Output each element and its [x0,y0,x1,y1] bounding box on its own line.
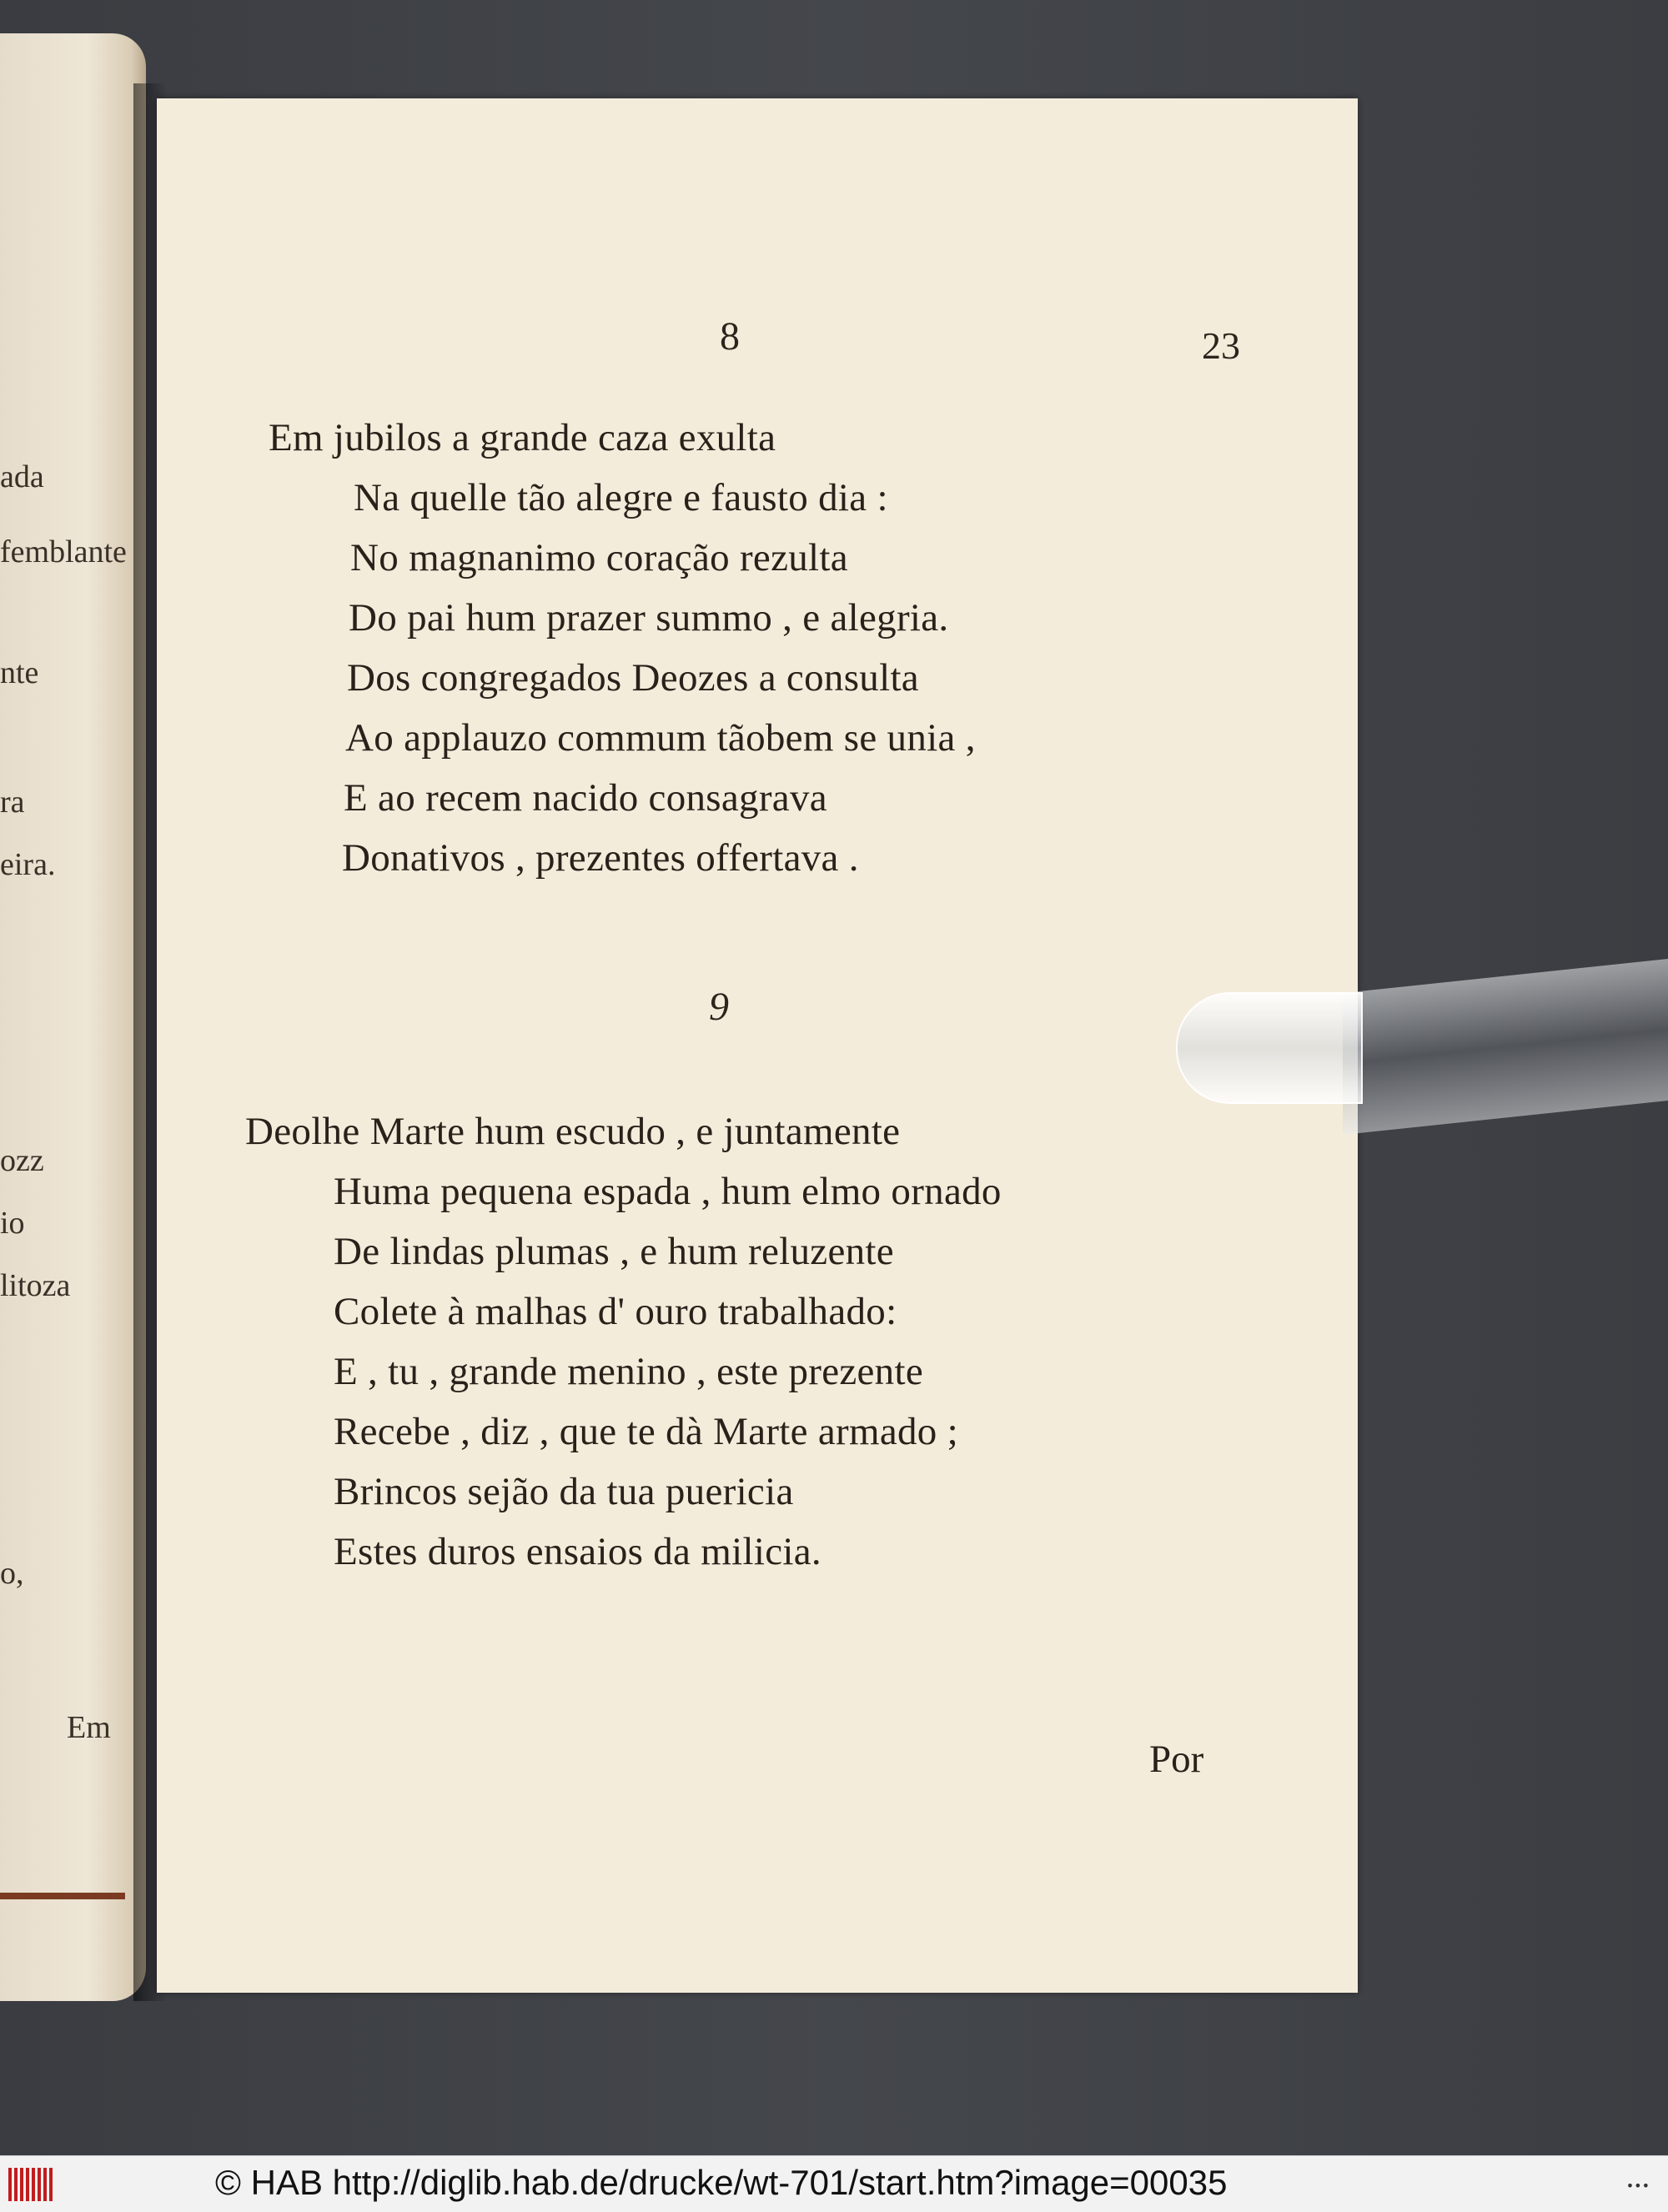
left-fragment: eira. [0,847,56,882]
left-fragment: nte [0,655,39,690]
left-fragment: ozz [0,1143,44,1178]
verse-line: Donativos , prezentes offertava . [342,836,859,880]
glass-page-weight [1176,959,1668,1134]
left-fragment: io [0,1206,25,1241]
credit-link[interactable]: © HAB http://diglib.hab.de/drucke/wt-701/start.htm?image=00035 [215,2163,1228,2202]
catchword: Por [1149,1738,1204,1781]
left-fragment: femblante [0,534,127,569]
verse-line: Ao applauzo commum tãobem se unia , [345,716,976,760]
verse-line: Colete à malhas d' ouro trabalhado: [334,1290,897,1333]
verse-line: Huma pequena espada , hum elmo ornado [334,1170,1002,1213]
glass-arm [1343,959,1668,1134]
left-fragment: o, [0,1556,24,1591]
credit-bar [0,2155,1668,2212]
left-fragment: Em [67,1710,111,1745]
verse-line: Do pai hum prazer summo , e alegria. [349,596,949,640]
stanza-number: 9 [709,985,729,1029]
verse-line: Recebe , diz , que te dà Marte armado ; [334,1410,959,1453]
verse-line: E , tu , grande menino , este prezente [334,1350,923,1393]
page-number: 23 [1202,324,1240,367]
barcode-icon [8,2168,58,2201]
glass-tip [1176,992,1363,1104]
left-facing-page [0,33,146,2001]
verse-line: No magnanimo coração rezulta [350,536,848,579]
verse-line: Dos congregados Deozes a consulta [347,656,919,700]
left-fragment: litoza [0,1268,71,1303]
verse-line: Na quelle tão alegre e fausto dia : [354,476,888,519]
page-edge-stain [0,1893,125,1899]
verse-line: Em jubilos a grande caza exulta [269,416,776,459]
left-fragment: ada [0,459,44,494]
verse-line: Deolhe Marte hum escudo , e juntamente [245,1110,901,1153]
stanza-number: 8 [720,314,740,359]
left-fragment: ra [0,785,25,820]
verse-line: E ao recem nacido consagrava [344,776,827,820]
verse-line: Estes duros ensaios da milicia. [334,1530,821,1573]
footer-mark: ••• [1625,2178,1650,2194]
verse-line: Brincos sejão da tua puericia [334,1470,794,1513]
verse-line: De lindas plumas , e hum reluzente [334,1230,894,1273]
